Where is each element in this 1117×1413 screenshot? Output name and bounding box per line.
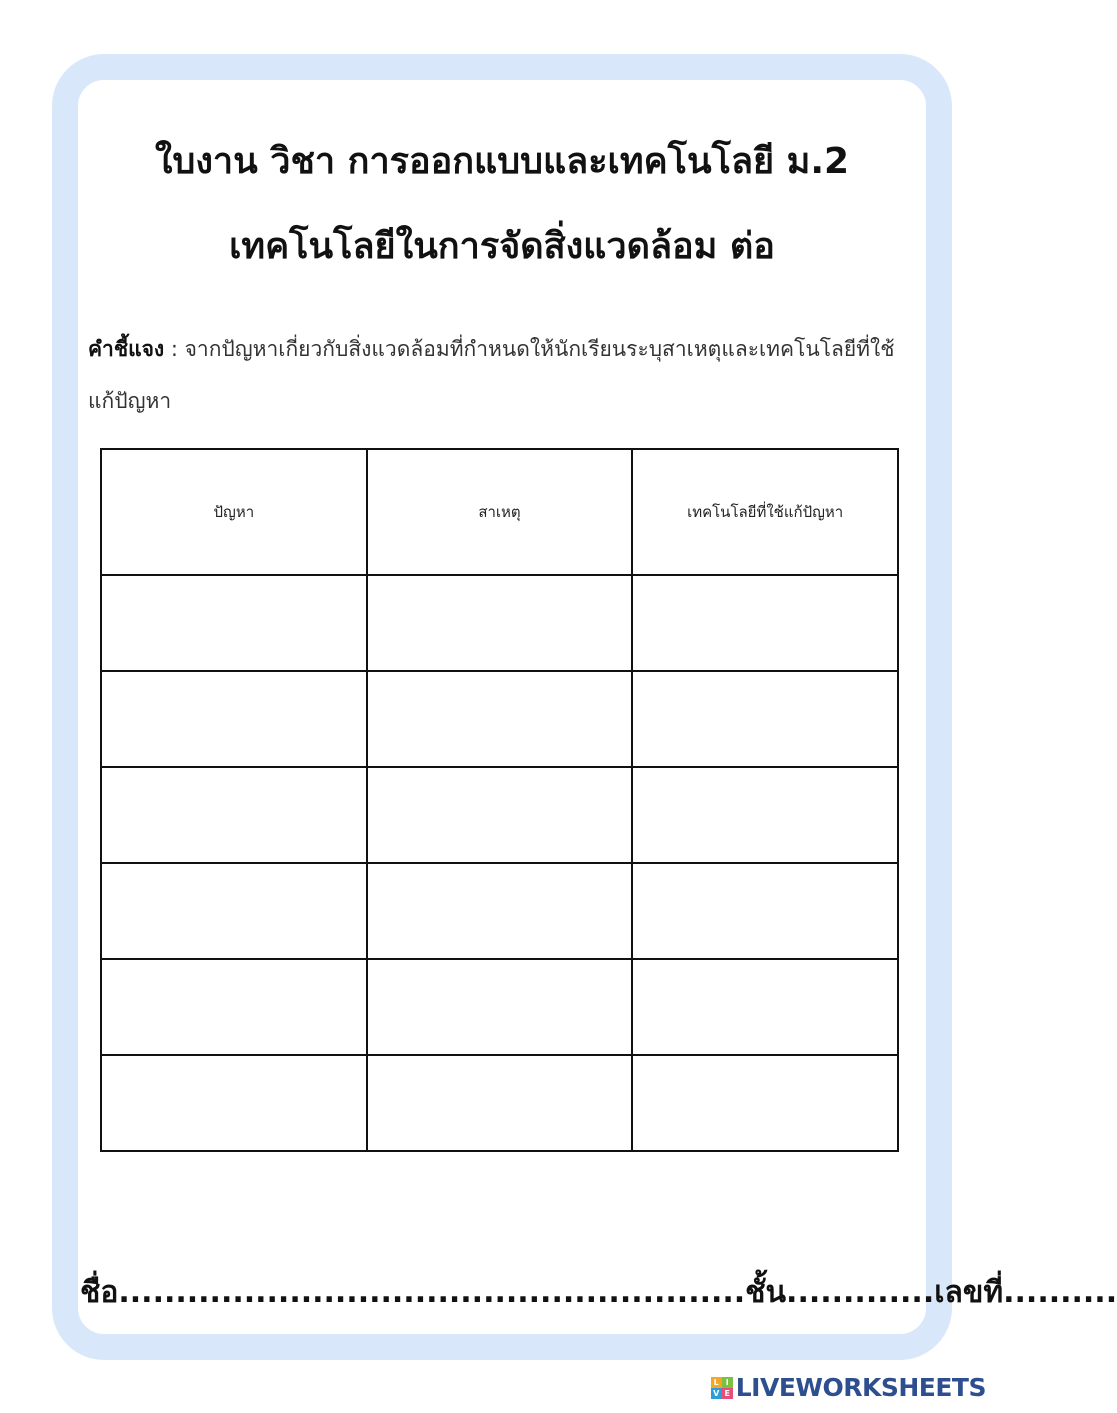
cause-cell[interactable] [367,767,633,863]
problem-cell[interactable] [101,959,367,1055]
technology-cell[interactable] [632,1055,898,1151]
cause-cell[interactable] [367,575,633,671]
instructions [88,323,918,427]
table-header-row [101,449,898,575]
logo-tile-i: I [722,1377,733,1388]
instructions-text: จากปัญหาเกี่ยวกับสิ่งแวดล้อมที่กำหนดให้นักเรียนระบุสาเหตุและเทคโนโลยีที่ใช้แก้ปัญหา [88,337,895,413]
problem-cell[interactable] [101,767,367,863]
problem-cell[interactable] [101,863,367,959]
table-row [101,767,898,863]
worksheet-subtitle: เทคโนโลยีในการจัดสิ่งแวดล้อม ต่อ [229,226,775,267]
technology-cell[interactable] [632,767,898,863]
answer-table [100,448,899,1152]
table-row [101,863,898,959]
instructions-label: คำชี้แจง [88,337,165,361]
logo-tile-l: L [711,1377,722,1388]
logo-tile-v: V [711,1388,722,1399]
technology-cell[interactable] [632,863,898,959]
problem-cell[interactable] [101,575,367,671]
table-row [101,671,898,767]
header-problem: ปัญหา [101,449,367,575]
liveworksheets-icon [711,1377,733,1399]
header-technology: เทคโนโลยีที่ใช้แก้ปัญหา [632,449,898,575]
logo-tile-e: E [722,1388,733,1399]
technology-cell[interactable] [632,575,898,671]
table-row [101,1055,898,1151]
worksheet-title: ใบงาน วิชา การออกแบบและเทคโนโลยี ม.2 [154,141,850,182]
cause-cell[interactable] [367,671,633,767]
cause-cell[interactable] [367,1055,633,1151]
table-row [101,575,898,671]
problem-cell[interactable] [101,671,367,767]
table-row [101,959,898,1055]
cause-cell[interactable] [367,863,633,959]
cause-cell[interactable] [367,959,633,1055]
liveworksheets-logo[interactable] [711,1372,986,1404]
technology-cell[interactable] [632,671,898,767]
header-cause: สาเหตุ [367,449,633,575]
problem-cell[interactable] [101,1055,367,1151]
technology-cell[interactable] [632,959,898,1055]
instructions-separator: : [164,337,185,361]
student-info-line: ชื่อ.......................................................ชั้น.............เลขที่.......... [80,1275,1117,1310]
liveworksheets-wordmark: LIVEWORKSHEETS [735,1373,986,1402]
